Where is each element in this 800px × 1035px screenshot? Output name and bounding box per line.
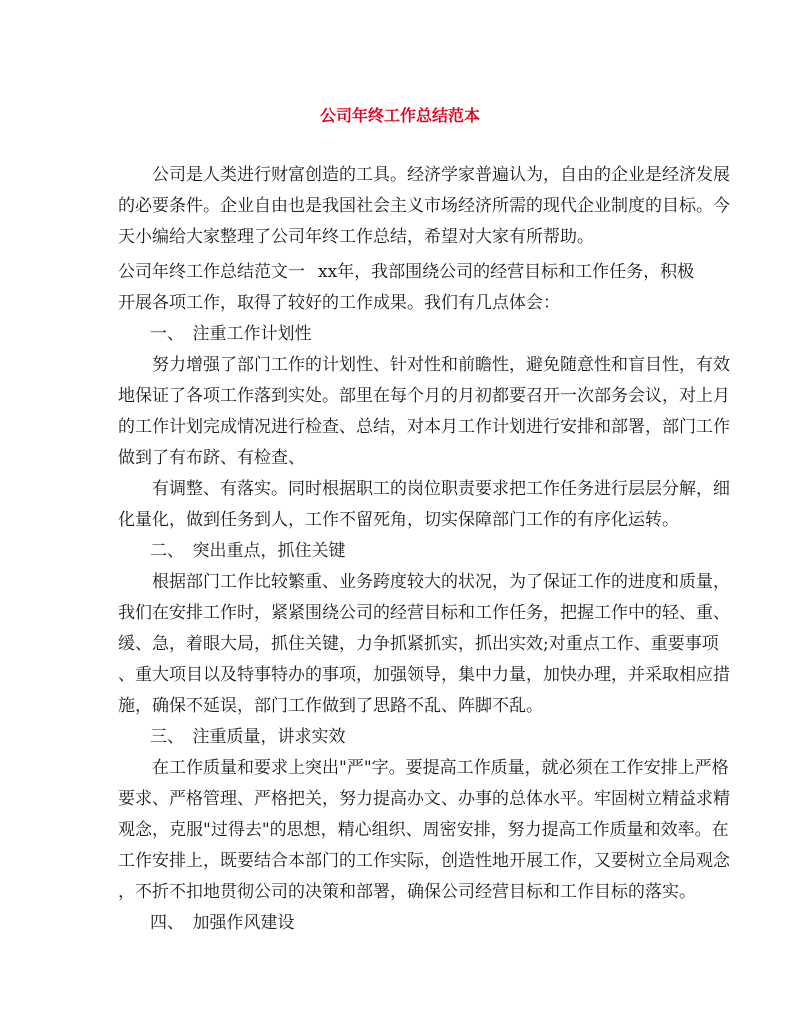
section-heading: 二、 突出重点，抓住关键 — [150, 541, 346, 561]
document-title: 公司年终工作总结范本 — [319, 106, 480, 125]
text-line: 有调整、有落实。同时根据职工的岗位职责要求把工作任务进行层层分解，细 — [118, 479, 730, 499]
text-line: 工作安排上，既要结合本部门的工作实际，创造性地开展工作，又要树立全局观念 — [118, 851, 730, 871]
text-line: 努力增强了部门工作的计划性、针对性和前瞻性，避免随意性和盲目性，有效 — [118, 355, 730, 375]
text-line: 、重大项目以及特事特办的事项，加强领导，集中力量，加快办理，并采取相应措 — [118, 665, 730, 685]
text-line: 做到了有布跻、有检查、 — [118, 448, 305, 468]
text-line: 我们在安排工作时，紧紧围绕公司的经营目标和工作任务，把握工作中的轻、重、 — [118, 603, 730, 623]
section-heading: 三、 注重质量，讲求实效 — [150, 727, 346, 747]
intro-paragraph — [118, 160, 730, 253]
text-line: 的必要条件。企业自由也是我国社会主义市场经济所需的现代企业制度的目标。今 — [118, 196, 730, 216]
text-line: 观念，克服"过得去"的思想，精心组织、周密安排，努力提高工作质量和效率。在 — [118, 820, 729, 840]
text-line: ，不折不扣地贯彻公司的决策和部署，确保公司经营目标和工作目标的落实。 — [118, 882, 696, 902]
text-line: 天小编给大家整理了公司年终工作总结，希望对大家有所帮助。 — [118, 227, 594, 247]
text-line: 开展各项工作，取得了较好的工作成果。我们有几点体会： — [118, 293, 560, 313]
example-section — [118, 257, 730, 939]
section-heading: 一、 注重工作计划性 — [150, 324, 312, 344]
section-heading: 四、 加强作风建设 — [150, 913, 295, 933]
text-line: 缓、急，着眼大局，抓住关键，力争抓紧抓实，抓出实效;对重点工作、重要事项 — [118, 634, 719, 654]
text-line: 地保证了各项工作落到实处。部里在每个月的月初都要召开一次部务会议，对上月 — [118, 386, 730, 406]
example-label: 公司年终工作总结范文一 — [118, 262, 305, 282]
text-line: 公司是人类进行财富创造的工具。经济学家普遍认为，自由的企业是经济发展 — [118, 165, 730, 185]
text-line: 施，确保不延误，部门工作做到了思路不乱、阵脚不乱。 — [118, 696, 543, 716]
text-line: 的工作计划完成情况进行检查、总结，对本月工作计划进行安排和部署，部门工作 — [118, 417, 730, 437]
example-first-line — [118, 257, 695, 288]
text-line: 化量化，做到任务到人，工作不留死角，切实保障部门工作的有序化运转。 — [118, 510, 679, 530]
text-line: xx年，我部围绕公司的经营目标和工作任务，积极 — [318, 262, 695, 282]
text-line: 根据部门工作比较繁重、业务跨度较大的状况，为了保证工作的进度和质量， — [118, 572, 730, 592]
text-line: 在工作质量和要求上突出"严"字。要提高工作质量，就必须在工作安排上严格 — [118, 758, 729, 778]
text-line: 要求、严格管理、严格把关，努力提高办文、办事的总体水平。牢固树立精益求精 — [118, 789, 730, 809]
